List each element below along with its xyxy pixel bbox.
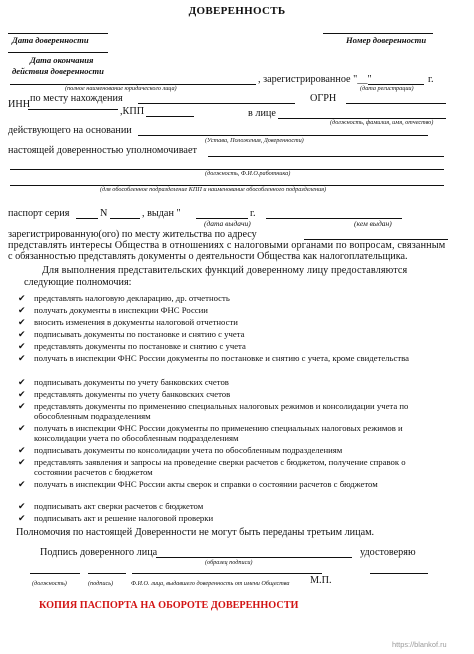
issued-label: , выдан " xyxy=(142,208,181,219)
checkmark-icon: ✔ xyxy=(18,341,26,351)
checkmark-icon: ✔ xyxy=(18,513,26,523)
registered-text: , зарегистрированное "__" xyxy=(258,74,372,85)
checkmark-icon: ✔ xyxy=(18,293,26,303)
body-line-4: следующие полномочия: xyxy=(24,277,132,288)
signature-label: Подпись доверенного лица xyxy=(40,547,158,558)
watermark: https://blankof.ru xyxy=(392,640,447,649)
position-line[interactable] xyxy=(30,573,80,574)
passport-number-line[interactable] xyxy=(110,218,140,219)
caption-position: (должность, фамилия, имя, отчество) xyxy=(330,119,434,126)
passport-series-label: паспорт серия xyxy=(8,208,70,219)
stamp-label: М.П. xyxy=(310,575,332,586)
body-line-3: Для выполнения представительских функций доверенному лицу предоставляются xyxy=(42,265,408,276)
document-title: ДОВЕРЕННОСТЬ xyxy=(188,5,286,17)
caption-fio: Ф.И.О. лица, выдавшего доверенность от имени Общества xyxy=(131,580,290,587)
signature-line[interactable] xyxy=(156,557,352,558)
caption-position-footer: (должность) xyxy=(32,580,67,587)
caption-reg-date: (дата регистрации) xyxy=(360,85,414,92)
sign-line[interactable] xyxy=(88,573,126,574)
in-person-label: в лице xyxy=(248,108,276,119)
passport-series-line[interactable] xyxy=(76,218,98,219)
kpp-line[interactable] xyxy=(146,116,194,117)
acting-label: действующего на основании xyxy=(8,125,132,136)
checkmark-icon: ✔ xyxy=(18,377,26,387)
copy-note: КОПИЯ ПАСПОРТА НА ОБОРОТЕ ДОВЕРЕННОСТИ xyxy=(39,600,299,611)
checkmark-icon: ✔ xyxy=(18,457,26,467)
no-transfer-text: Полномочия по настоящей Доверенности не могут быть переданы третьим лицам. xyxy=(16,527,375,538)
checkmark-icon: ✔ xyxy=(18,423,26,433)
mp-line[interactable] xyxy=(370,573,428,574)
checkmark-icon: ✔ xyxy=(18,353,26,363)
issue-year-suffix: г. xyxy=(250,208,256,219)
kpp-label: ,КПП xyxy=(120,106,145,117)
number-label: Номер доверенности xyxy=(346,35,427,45)
checkmark-icon: ✔ xyxy=(18,329,26,339)
date-line[interactable] xyxy=(8,33,108,34)
inn-line[interactable] xyxy=(28,109,118,110)
expiry-label-2: действия доверенности xyxy=(12,66,104,76)
caption-branch: (для обособленное подразделение КПП и наименование обособленного подразделения) xyxy=(100,186,327,193)
date-label: Дата доверенности xyxy=(12,35,89,45)
checkmark-icon: ✔ xyxy=(18,501,26,511)
checkmark-icon: ✔ xyxy=(18,445,26,455)
reg-year-suffix: г. xyxy=(428,74,434,85)
caption-issued-by: (кем выдан) xyxy=(354,219,392,228)
ogrn-label: ОГРН xyxy=(310,93,337,104)
caption-signature: (подпись) xyxy=(88,580,114,587)
caption-sample-signature: (образец подписи) xyxy=(205,559,253,566)
checkmark-icon: ✔ xyxy=(18,317,26,327)
body-line-2: с обязанностью представлять документы о деятельности Общества как налогоплательщика. xyxy=(8,251,408,262)
checkmark-icon: ✔ xyxy=(18,305,26,315)
checkmark-icon: ✔ xyxy=(18,401,26,411)
checkmark-icon: ✔ xyxy=(18,479,26,489)
caption-employee: (должность, Ф.И.О.работника) xyxy=(205,170,291,177)
basis-line[interactable] xyxy=(138,135,428,136)
certify-label: удостоверяю xyxy=(360,547,416,558)
fio-line[interactable] xyxy=(132,573,322,574)
caption-org-name: (полное наименование юридического лица) xyxy=(65,85,177,92)
residence-label: зарегистрированную(ого) по месту жительства по адресу xyxy=(8,229,257,240)
passport-number-label: N xyxy=(100,208,108,219)
checkmark-icon: ✔ xyxy=(18,389,26,399)
employee-line-1[interactable] xyxy=(208,156,444,157)
caption-basis: (Устава, Положения, Доверенности) xyxy=(205,137,304,144)
number-line[interactable] xyxy=(323,33,433,34)
caption-issue-date: (дата выдачи) xyxy=(204,219,251,228)
expiry-label-1: Дата окончания xyxy=(30,55,94,65)
location-label: по месту нахождения xyxy=(30,93,123,104)
location-line[interactable] xyxy=(138,103,295,104)
authorizes-label: настоящей доверенностью уполномочивает xyxy=(8,145,197,156)
body-line-1: представлять интересы Общества в отношениях с налоговыми органами по вопросам, связанным xyxy=(8,240,446,251)
expiry-line[interactable] xyxy=(8,52,108,53)
ogrn-line[interactable] xyxy=(346,103,446,104)
inn-label: ИНН xyxy=(8,99,31,110)
